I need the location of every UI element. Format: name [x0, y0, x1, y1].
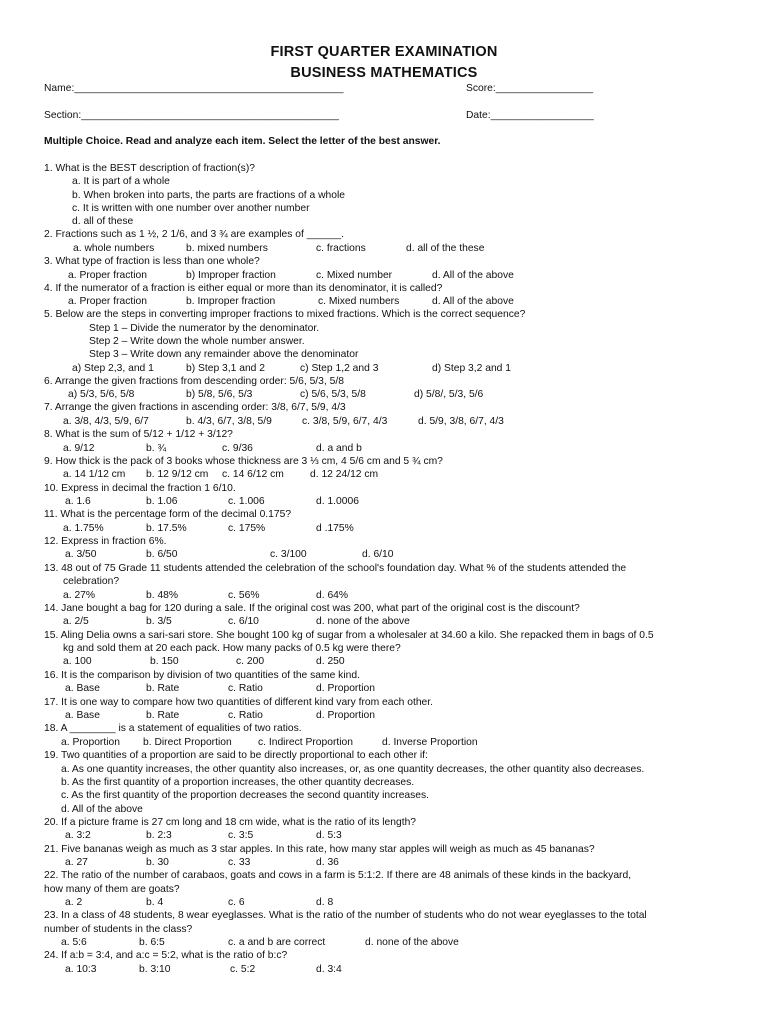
- q5-step-1: Step 1 – Divide the numerator by the denominator.: [89, 323, 320, 334]
- q21-option-c[interactable]: c. 33: [228, 857, 251, 868]
- q20-option-a[interactable]: a. 3:2: [65, 830, 91, 841]
- section-field[interactable]: Section:_____________________________________________: [44, 110, 339, 121]
- q8-option-d[interactable]: d. a and b: [316, 443, 362, 454]
- question-2: 2. Fractions such as 1 ½, 2 1/6, and 3 ¾ are examples of ______.: [44, 229, 344, 240]
- q5-option-a[interactable]: a) Step 2,3, and 1: [72, 363, 154, 374]
- q10-option-b[interactable]: b. 1.06: [146, 496, 178, 507]
- q11-option-c[interactable]: c. 175%: [228, 523, 266, 534]
- q6-option-d[interactable]: d) 5/8/, 5/3, 5/6: [414, 389, 484, 400]
- q1-option-b[interactable]: b. When broken into parts, the parts are fractions of a whole: [72, 190, 346, 201]
- instructions: Multiple Choice. Read and analyze each item. Select the letter of the best answer.: [44, 136, 441, 147]
- q20-option-b[interactable]: b. 2:3: [146, 830, 172, 841]
- q17-option-d[interactable]: d. Proportion: [316, 710, 375, 721]
- question-17: 17. It is one way to compare how two quantities of different kind vary from each other.: [44, 697, 434, 708]
- q14-option-a[interactable]: a. 2/5: [63, 616, 89, 627]
- question-6: 6. Arrange the given fractions from descending order: 5/6, 5/3, 5/8: [44, 376, 344, 387]
- question-8: 8. What is the sum of 5/12 + 1/12 + 3/12?: [44, 429, 233, 440]
- q11-option-d[interactable]: d .175%: [316, 523, 354, 534]
- q24-option-a[interactable]: a. 10:3: [65, 964, 97, 975]
- q8-option-c[interactable]: c. 9/36: [222, 443, 253, 454]
- q23-option-c[interactable]: c. a and b are correct: [228, 937, 326, 948]
- q8-option-b[interactable]: b. ¾: [146, 443, 167, 454]
- q23-option-a[interactable]: a. 5:6: [61, 937, 87, 948]
- question-15-cont: kg and sold them at 20 each pack. How many packs of 0.5 kg were there?: [63, 643, 401, 654]
- q4-option-c[interactable]: c. Mixed numbers: [318, 296, 400, 307]
- exam-title: FIRST QUARTER EXAMINATION: [270, 44, 498, 60]
- q21-option-a[interactable]: a. 27: [65, 857, 88, 868]
- q3-option-a[interactable]: a. Proper fraction: [68, 270, 147, 281]
- q10-option-a[interactable]: a. 1.6: [65, 496, 91, 507]
- q24-option-d[interactable]: d. 3:4: [316, 964, 342, 975]
- q5-option-c[interactable]: c) Step 1,2 and 3: [300, 363, 379, 374]
- question-19: 19. Two quantities of a proportion are said to be directly proportional to each other if:: [44, 750, 428, 761]
- score-field[interactable]: Score:_________________: [466, 83, 594, 94]
- question-18: 18. A ________ is a statement of equalities of two ratios.: [44, 723, 302, 734]
- q12-option-d[interactable]: d. 6/10: [362, 549, 394, 560]
- q11-option-a[interactable]: a. 1.75%: [63, 523, 104, 534]
- q2-option-d[interactable]: d. all of the these: [406, 243, 485, 254]
- q22-option-b[interactable]: b. 4: [146, 897, 164, 908]
- question-11: 11. What is the percentage form of the decimal 0.175?: [44, 509, 292, 520]
- question-13: 13. 48 out of 75 Grade 11 students attended the celebration of the school's foundation day. What % of the students attended the: [44, 563, 627, 574]
- q3-option-d[interactable]: d. All of the above: [432, 270, 514, 281]
- q2-option-c[interactable]: c. fractions: [316, 243, 366, 254]
- question-5: 5. Below are the steps in converting improper fractions to mixed fractions. Which is the correct sequence?: [44, 309, 526, 320]
- q23-option-d[interactable]: d. none of the above: [365, 937, 459, 948]
- q1-option-d[interactable]: d. all of these: [72, 216, 134, 227]
- q5-option-b[interactable]: b) Step 3,1 and 2: [186, 363, 266, 374]
- q18-option-d[interactable]: d. Inverse Proportion: [382, 737, 478, 748]
- q15-option-c[interactable]: c. 200: [236, 656, 265, 667]
- q2-option-b[interactable]: b. mixed numbers: [186, 243, 268, 254]
- q7-option-a[interactable]: a. 3/8, 4/3, 5/9, 6/7: [63, 416, 149, 427]
- q10-option-d[interactable]: d. 1.0006: [316, 496, 359, 507]
- q5-step-2: Step 2 – Write down the whole number answer.: [89, 336, 305, 347]
- q9-option-a[interactable]: a. 14 1/12 cm: [63, 469, 126, 480]
- q12-option-c[interactable]: c. 3/100: [270, 549, 307, 560]
- q17-option-a[interactable]: a. Base: [65, 710, 100, 721]
- question-16: 16. It is the comparison by division of two quantities of the same kind.: [44, 670, 360, 681]
- q18-option-b[interactable]: b. Direct Proportion: [143, 737, 232, 748]
- q17-option-b[interactable]: b. Rate: [146, 710, 180, 721]
- q7-option-d[interactable]: d. 5/9, 3/8, 6/7, 4/3: [418, 416, 504, 427]
- q19-option-b[interactable]: b. As the first quantity of a proportion increases, the other quantity decreases.: [61, 777, 415, 788]
- q24-option-b[interactable]: b. 3:10: [139, 964, 171, 975]
- exam-subject: BUSINESS MATHEMATICS: [290, 65, 478, 81]
- q4-option-a[interactable]: a. Proper fraction: [68, 296, 147, 307]
- question-20: 20. If a picture frame is 27 cm long and 18 cm wide, what is the ratio of its length?: [44, 817, 417, 828]
- date-field[interactable]: Date:__________________: [466, 110, 594, 121]
- question-3: 3. What type of fraction is less than one whole?: [44, 256, 260, 267]
- q15-option-a[interactable]: a. 100: [63, 656, 92, 667]
- q23-option-b[interactable]: b. 6:5: [139, 937, 165, 948]
- question-1: 1. What is the BEST description of fraction(s)?: [44, 163, 255, 174]
- q20-option-c[interactable]: c. 3:5: [228, 830, 254, 841]
- q6-option-b[interactable]: b) 5/8, 5/6, 5/3: [186, 389, 253, 400]
- q9-option-b[interactable]: b. 12 9/12 cm: [146, 469, 209, 480]
- question-9: 9. How thick is the pack of 3 books whose thickness are 3 ⅓ cm, 4 5/6 cm and 5 ¾ cm?: [44, 456, 443, 467]
- q1-option-a[interactable]: a. It is part of a whole: [72, 176, 170, 187]
- q11-option-b[interactable]: b. 17.5%: [146, 523, 187, 534]
- q14-option-b[interactable]: b. 3/5: [146, 616, 172, 627]
- q2-option-a[interactable]: a. whole numbers: [73, 243, 155, 254]
- question-10: 10. Express in decimal the fraction 1 6/10.: [44, 483, 236, 494]
- q15-option-d[interactable]: d. 250: [316, 656, 345, 667]
- q7-option-b[interactable]: b. 4/3, 6/7, 3/8, 5/9: [186, 416, 272, 427]
- q15-option-b[interactable]: b. 150: [150, 656, 179, 667]
- question-12: 12. Express in fraction 6%.: [44, 536, 167, 547]
- q4-option-b[interactable]: b. Improper fraction: [186, 296, 276, 307]
- question-23: 23. In a class of 48 students, 8 wear eyeglasses. What is the ratio of the number of students who do not wear eyeglasses to the total: [44, 910, 647, 921]
- q7-option-c[interactable]: c. 3/8, 5/9, 6/7, 4/3: [302, 416, 388, 427]
- q16-option-a[interactable]: a. Base: [65, 683, 100, 694]
- q19-option-c[interactable]: c. As the first quantity of the proportion decreases the second quantity increases.: [61, 790, 430, 801]
- question-24: 24. If a:b = 3:4, and a:c = 5:2, what is the ratio of b:c?: [44, 950, 288, 961]
- q12-option-a[interactable]: a. 3/50: [65, 549, 97, 560]
- q14-option-c[interactable]: c. 6/10: [228, 616, 259, 627]
- q5-option-d[interactable]: d) Step 3,2 and 1: [432, 363, 512, 374]
- question-7: 7. Arrange the given fractions in ascending order: 3/8, 6/7, 5/9, 4/3: [44, 402, 346, 413]
- q13-option-b[interactable]: b. 48%: [146, 590, 179, 601]
- q3-option-b[interactable]: b) Improper fraction: [186, 270, 276, 281]
- q4-option-d[interactable]: d. All of the above: [432, 296, 514, 307]
- q22-option-c[interactable]: c. 6: [228, 897, 245, 908]
- q18-option-a[interactable]: a. Proportion: [61, 737, 120, 748]
- q10-option-c[interactable]: c. 1.006: [228, 496, 265, 507]
- question-23-cont: number of students in the class?: [44, 924, 193, 935]
- q19-option-d[interactable]: d. All of the above: [61, 804, 143, 815]
- q6-option-c[interactable]: c) 5/6, 5/3, 5/8: [300, 389, 366, 400]
- question-21: 21. Five bananas weigh as much as 3 star apples. In this rate, how many star apples will weigh as much as 45 bananas?: [44, 844, 595, 855]
- question-4: 4. If the numerator of a fraction is either equal or more than its denominator, it is called?: [44, 283, 443, 294]
- question-14: 14. Jane bought a bag for 120 during a sale. If the original cost was 200, what part of the original cost is the discount?: [44, 603, 580, 614]
- name-field[interactable]: Name:_______________________________________________: [44, 83, 344, 94]
- q6-option-a[interactable]: a) 5/3, 5/6, 5/8: [68, 389, 135, 400]
- question-15: 15. Aling Delia owns a sari-sari store. She bought 100 kg of sugar from a wholesaler at 34.60 a kilo. She repacked them in bags of 0.5: [44, 630, 654, 641]
- q1-option-c[interactable]: c. It is written with one number over another number: [72, 203, 310, 214]
- q21-option-d[interactable]: d. 36: [316, 857, 339, 868]
- q16-option-d[interactable]: d. Proportion: [316, 683, 375, 694]
- q21-option-b[interactable]: b. 30: [146, 857, 169, 868]
- q20-option-d[interactable]: d. 5:3: [316, 830, 342, 841]
- q9-option-d[interactable]: d. 12 24/12 cm: [310, 469, 379, 480]
- q17-option-c[interactable]: c. Ratio: [228, 710, 263, 721]
- q12-option-b[interactable]: b. 6/50: [146, 549, 178, 560]
- q13-option-a[interactable]: a. 27%: [63, 590, 96, 601]
- q14-option-d[interactable]: d. none of the above: [316, 616, 410, 627]
- q3-option-c[interactable]: c. Mixed number: [316, 270, 393, 281]
- q13-option-c[interactable]: c. 56%: [228, 590, 260, 601]
- q19-option-a[interactable]: a. As one quantity increases, the other quantity also increases, or, as one quantity decreases, the other quantity also decreases.: [61, 764, 645, 775]
- q22-option-d[interactable]: d. 8: [316, 897, 334, 908]
- q24-option-c[interactable]: c. 5:2: [230, 964, 256, 975]
- q8-option-a[interactable]: a. 9/12: [63, 443, 95, 454]
- q5-step-3: Step 3 – Write down any remainder above the denominator: [89, 349, 359, 360]
- q16-option-b[interactable]: b. Rate: [146, 683, 180, 694]
- q16-option-c[interactable]: c. Ratio: [228, 683, 263, 694]
- q22-option-a[interactable]: a. 2: [65, 897, 83, 908]
- question-22-cont: how many of them are goats?: [44, 884, 180, 895]
- q9-option-c[interactable]: c. 14 6/12 cm: [222, 469, 284, 480]
- q13-option-d[interactable]: d. 64%: [316, 590, 349, 601]
- question-22: 22. The ratio of the number of carabaos, goats and cows in a farm is 5:1:2. If there are 48 animals of these kinds in the backyard,: [44, 870, 632, 881]
- q18-option-c[interactable]: c. Indirect Proportion: [258, 737, 354, 748]
- question-13-cont: celebration?: [63, 576, 120, 587]
